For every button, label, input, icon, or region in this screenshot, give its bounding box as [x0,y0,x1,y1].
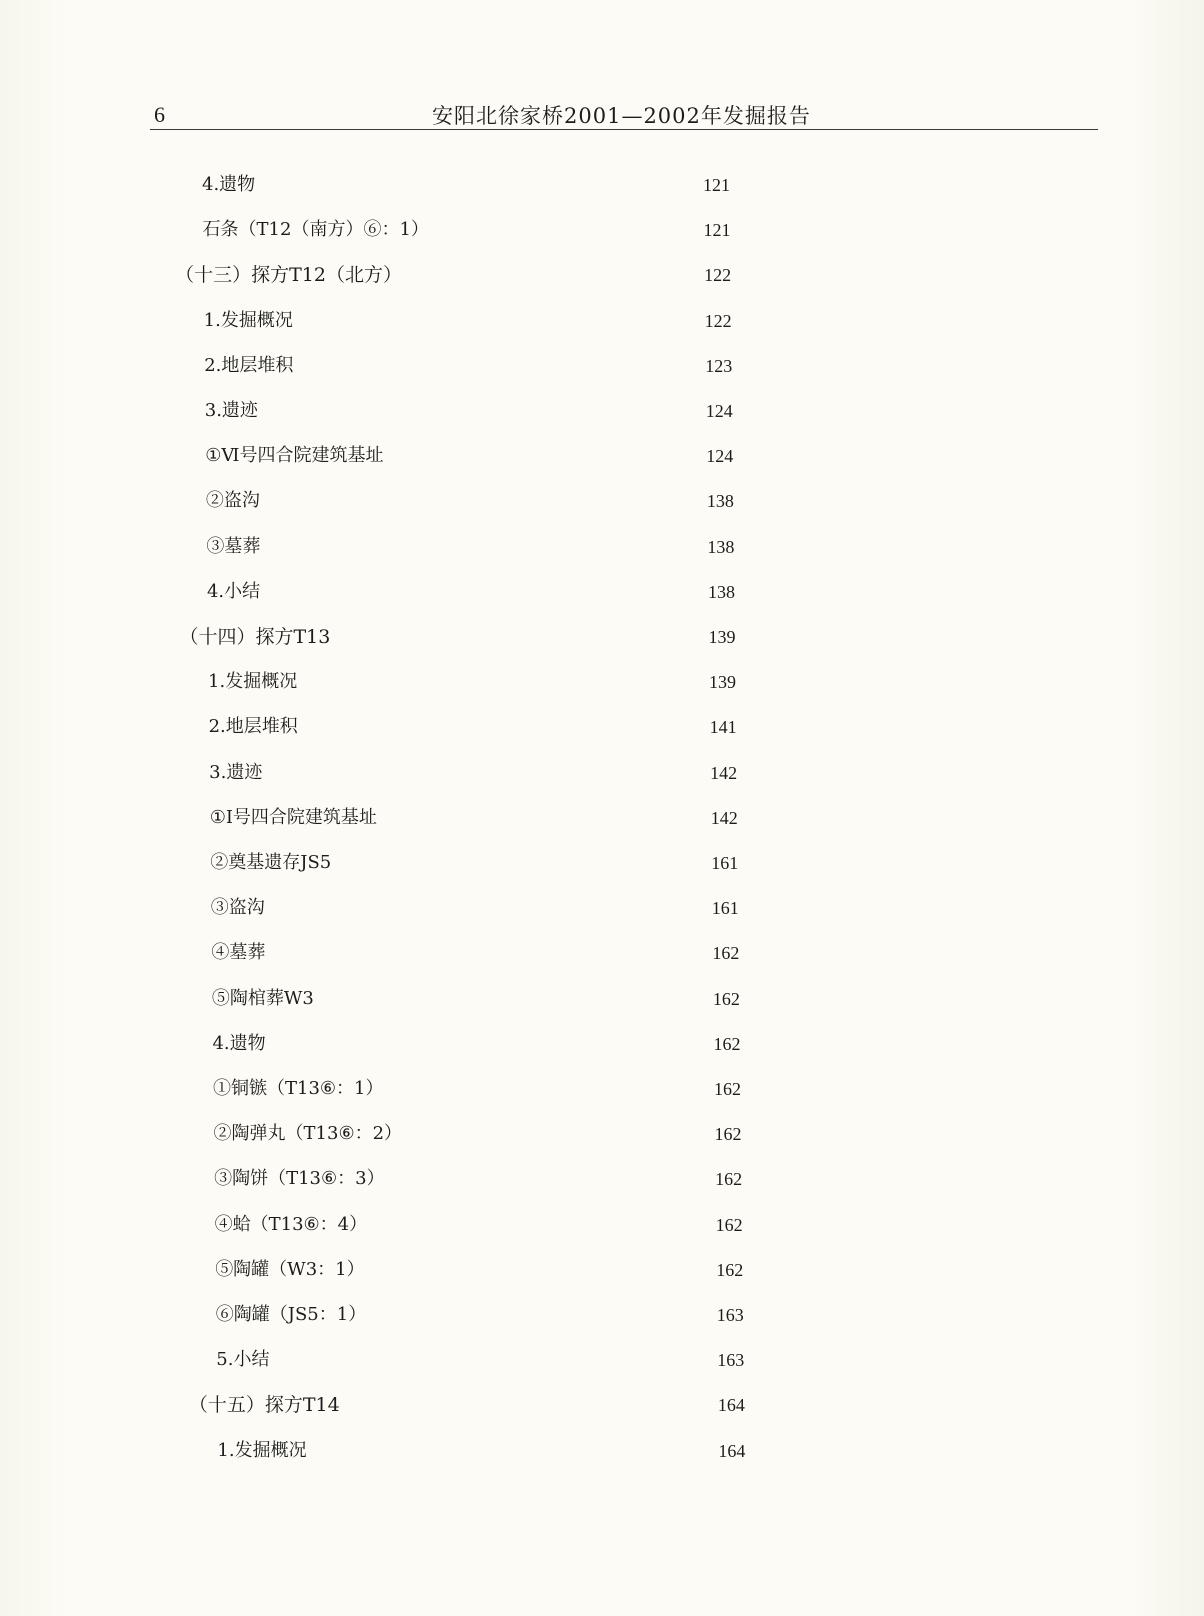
toc-entry [217,1434,817,1468]
toc-page-number: 121 [703,175,730,195]
toc-page-number: 164 [717,1395,745,1416]
toc-entry-title: ③盗沟 [210,897,265,919]
toc-page-number: 162 [713,1033,741,1054]
toc-entry-title: （十五）探方T14 [188,1394,340,1417]
toc-entry-title: ④蛤（T13⑥：4） [214,1213,368,1235]
toc-entry-title: ④墓葬 [211,942,266,964]
toc-page-number: 164 [718,1440,746,1461]
toc-entry [212,982,812,1016]
toc-entry-title: 3.遗迹 [209,761,263,783]
toc-page-number: 138 [707,536,735,557]
toc-entry [212,1027,812,1061]
running-title: 安阳北徐家桥2001—2002年发掘报告 [432,104,811,128]
toc-entry-title: ①铜镞（T13⑥：1） [213,1078,384,1099]
toc-entry-title: ①Ⅰ号四合院建筑基址 [209,806,377,828]
toc-section-heading [175,258,775,292]
toc-page-number: 162 [716,1259,744,1280]
toc-section-heading [189,1388,789,1422]
toc-page-number: 163 [716,1305,744,1325]
toc-entry [213,1072,813,1106]
toc-section-heading [180,620,780,654]
toc-entry-title: 石条（T12（南方）⑥：1） [202,219,429,241]
toc-entry-title: ②奠基遗存JS5 [210,852,332,873]
toc-page-number: 162 [714,1124,742,1145]
toc-entry [204,349,804,383]
toc-page-number: 122 [704,310,732,331]
toc-entry-title: （十四）探方T13 [179,626,331,648]
page-header [150,100,1098,130]
toc-page-number: 142 [710,762,738,783]
toc-entry [209,756,809,790]
toc-entry [215,1208,815,1242]
toc-entry [216,1343,816,1377]
header-rule [150,129,1098,130]
toc-entry-title: 4.遗物 [212,1032,266,1054]
toc-entry [206,484,806,518]
toc-page-number: 122 [704,265,732,286]
toc-entry [205,439,805,473]
toc-entry [214,1117,814,1151]
toc-entry [203,213,803,247]
toc-entry-title: ①Ⅵ号四合院建筑基址 [205,445,384,467]
toc-entry-title: （十三）探方T12（北方） [175,264,402,287]
toc-page-number: 138 [706,491,734,512]
toc-page-number: 162 [715,1169,743,1190]
toc-entry [209,710,809,744]
toc-entry [215,1253,815,1287]
toc-page-number: 124 [705,401,733,421]
toc-entry-title: 1.发掘概况 [203,309,293,331]
toc-entry-title: 3.遗迹 [204,400,258,421]
toc-entry-title: 2.地层堆积 [204,354,294,376]
toc-entry [210,801,810,835]
toc-entry-title: 4.遗物 [202,174,256,195]
toc-entry [204,304,804,338]
toc-entry-title: ②陶弹丸（T13⑥：2） [213,1123,403,1145]
toc-entry-title: ⑤陶罐（W3：1） [215,1258,365,1280]
toc-page-number: 162 [715,1214,743,1235]
toc-entry [202,168,802,202]
toc-page-number: 163 [717,1350,745,1371]
toc-entry [211,936,811,970]
toc-entry-title: ②盗沟 [205,490,260,512]
toc-page-number: 121 [703,220,731,241]
toc-entry-title: ⑥陶罐（JS5：1） [215,1304,367,1325]
toc-entry-title: 5.小结 [216,1349,270,1371]
toc-page-number: 123 [705,355,733,376]
toc-entry-title: 1.发掘概况 [208,671,298,693]
toc-page-number: 142 [710,807,738,828]
toc-entry [216,1298,816,1332]
toc-page-number: 162 [712,943,740,964]
toc-entry [207,575,807,609]
page-number: 6 [154,102,165,127]
toc-entry-title: ③陶饼（T13⑥：3） [214,1168,385,1190]
toc-page-number: 141 [709,717,737,738]
toc-page-number: 139 [708,627,736,647]
toc-entry [205,394,805,428]
toc-entry [206,530,806,564]
toc-page-number: 139 [709,672,737,693]
toc-entry-title: ⑤陶棺葬W3 [211,987,314,1009]
toc-entry [211,891,811,925]
toc-page-number: 138 [707,581,735,602]
toc-page-number: 162 [714,1079,741,1099]
toc-entry-title: 2.地层堆积 [208,716,298,738]
toc-page-number: 124 [706,446,734,467]
toc-entry [208,665,808,699]
toc-entry-title: 1.发掘概况 [217,1439,307,1461]
toc-entry-title: 4.小结 [206,580,261,602]
toc-entry [210,846,810,880]
toc-entry [214,1162,814,1196]
toc-entry-title: ③墓葬 [206,535,261,557]
toc-page-number: 161 [711,853,739,873]
toc-page-number: 161 [711,898,739,919]
toc-page-number: 162 [712,988,740,1009]
